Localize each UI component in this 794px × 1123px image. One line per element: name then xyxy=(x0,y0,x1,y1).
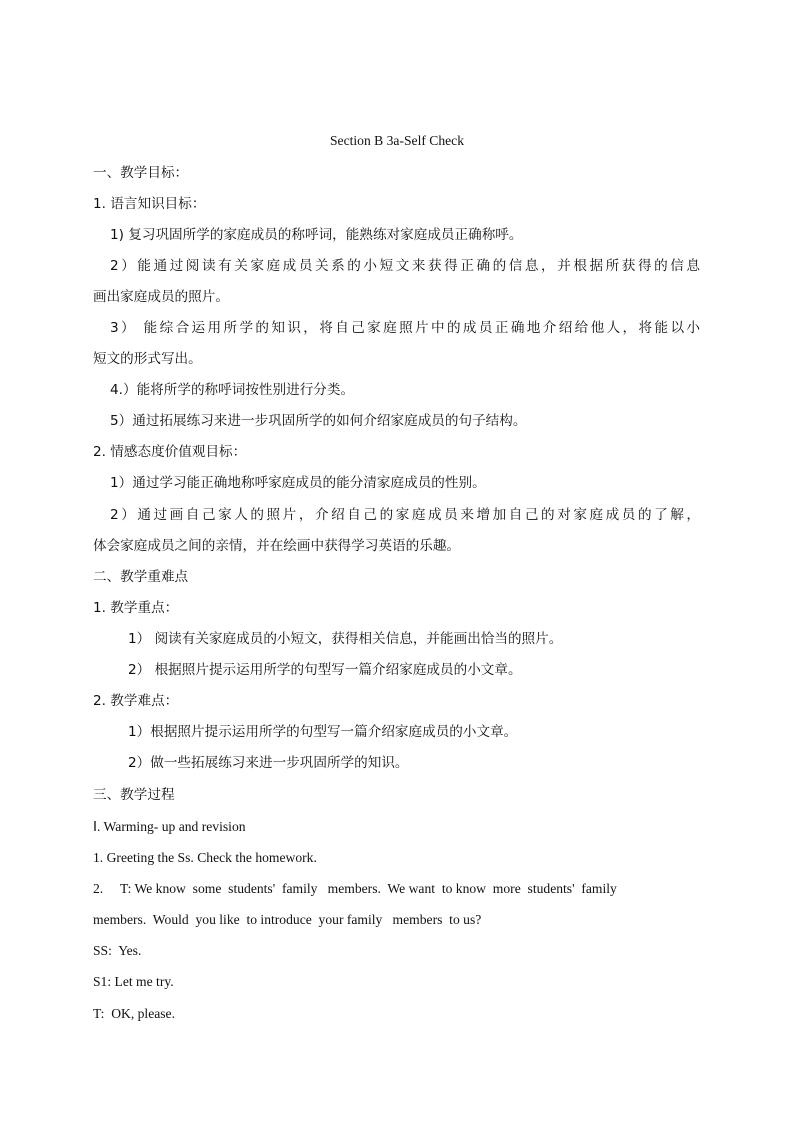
heading-teaching-process: 三、教学过程 xyxy=(93,787,175,803)
heading-objectives: 一、教学目标： xyxy=(93,165,189,181)
dialogue-line: SS: Yes. xyxy=(93,943,142,958)
paragraph-line: 4.）能将所学的称呼词按性别进行分类。 xyxy=(110,382,355,398)
page-title: Section B 3a-Self Check xyxy=(329,133,465,148)
paragraph-line: 1）通过学习能正确地称呼家庭成员的能分清家庭成员的性别。 xyxy=(110,475,486,491)
heading-key-points: 二、教学重难点 xyxy=(93,569,189,585)
paragraph-line: 短文的形式写出。 xyxy=(93,351,202,367)
paragraph-line: 2）能通过阅读有关家庭成员关系的小短文来获得正确的信息，并根据所获得的信息 xyxy=(110,258,700,274)
paragraph-line: 5）通过拓展练习来进一步巩固所学的如何介绍家庭成员的句子结构。 xyxy=(110,413,527,429)
paragraph-line: 画出家庭成员的照片。 xyxy=(93,289,229,305)
paragraph-line: 2） 根据照片提示运用所学的句型写一篇介绍家庭成员的小文章。 xyxy=(128,662,522,678)
dialogue-line: T: OK, please. xyxy=(93,1006,175,1021)
subheading-emotional-goals: 2. 情感态度价值观目标： xyxy=(93,444,247,460)
paragraph-line: 1) 复习巩固所学的家庭成员的称呼词，能熟练对家庭成员正确称呼。 xyxy=(110,227,523,243)
subheading-difficult-points: 2. 教学难点： xyxy=(93,693,179,709)
paragraph-line: 体会家庭成员之间的亲情，并在绘画中获得学习英语的乐趣。 xyxy=(93,538,461,554)
dialogue-line: S1: Let me try. xyxy=(93,974,174,989)
subheading-key-points: 1. 教学重点： xyxy=(93,600,179,616)
paragraph-line: 2）做一些拓展练习来进一步巩固所学的知识。 xyxy=(128,755,409,771)
paragraph-line: 2. T: We know some students' family members. We want to know more students' family xyxy=(93,881,617,896)
paragraph-line: 1. Greeting the Ss. Check the homework. xyxy=(93,850,317,865)
paragraph-line: 2）通过画自己家人的照片，介绍自己的家庭成员来增加自己的对家庭成员的了解， xyxy=(110,507,700,523)
paragraph-line: 1） 阅读有关家庭成员的小短文，获得相关信息，并能画出恰当的照片。 xyxy=(128,631,563,647)
paragraph-line: 1）根据照片提示运用所学的句型写一篇介绍家庭成员的小文章。 xyxy=(128,724,518,740)
subheading-language-goals: 1. 语言知识目标： xyxy=(93,196,206,212)
step-heading: Ⅰ. Warming- up and revision xyxy=(93,819,246,834)
paragraph-line: 3） 能综合运用所学的知识，将自己家庭照片中的成员正确地介绍给他人，将能以小 xyxy=(110,320,700,336)
paragraph-line: members. Would you like to introduce your family members to us? xyxy=(93,912,482,927)
